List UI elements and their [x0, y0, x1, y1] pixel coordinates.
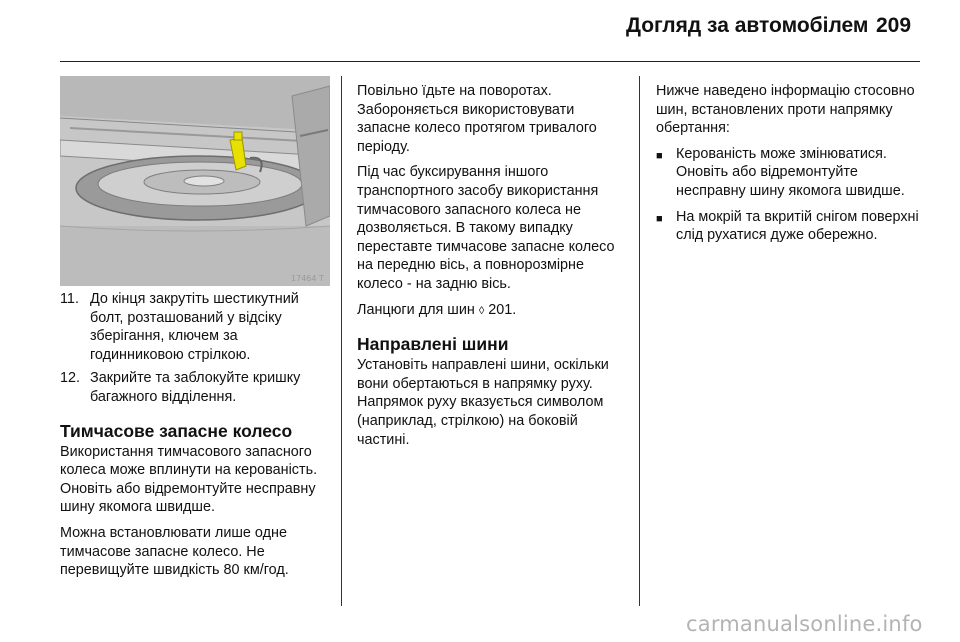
column-3: [656, 82, 922, 252]
page-number: 209: [876, 14, 912, 37]
paragraph: Нижче наведено інформацію стосовно шин, встановлених проти напрямку обертання:: [656, 83, 915, 137]
step-item: [60, 290, 330, 364]
header-divider: [60, 61, 920, 62]
figure-label: 17464 T: [291, 274, 324, 283]
column-1: [60, 290, 330, 587]
bullet-text: Керованість може змінюватися. Оновіть або відремонтуйте несправну шину якомога швидше.: [676, 145, 905, 199]
watermark: carmanualsonline.info: [686, 612, 923, 636]
section-heading-directional-tyres: Направлені шини: [357, 334, 509, 355]
reference-text: Ланцюги для шин: [357, 301, 475, 318]
paragraph: Під час буксирування іншого транспортного засобу використання тимчасового запасного колеса не дозволяється. В такому випадку переставте тимчасове запасне колесо на передню вісь, а повнорозмірне колесо - на задню вісь.: [357, 164, 615, 292]
step-item: [60, 369, 330, 406]
bullet-item: [656, 208, 922, 245]
column-2: [357, 82, 629, 456]
step-number: 11.: [60, 291, 79, 307]
spare-wheel-illustration: [60, 76, 330, 286]
paragraph: Установіть направлені шини, оскільки вони обертаються в напрямку руху. Напрямок руху вказується символом (наприклад, стрілкою) на боковій частині.: [357, 357, 609, 448]
bullet-text: На мокрій та вкритій снігом поверхні слід рухатися дуже обережно.: [676, 208, 919, 244]
column-divider-2: [639, 76, 640, 606]
reference-page: 201.: [488, 301, 517, 318]
bullet-item: [656, 145, 922, 201]
step-number: 12.: [60, 370, 81, 387]
column-divider-1: [341, 76, 342, 606]
step-text: Закрийте та заблокуйте кришку багажного відділення.: [90, 370, 301, 405]
step-text: До кінця закрутіть шестикутний болт, розташований у відсіку зберігання, ключем за годинниковою стрілкою.: [90, 291, 299, 363]
cross-reference: [357, 301, 629, 321]
reference-arrow-icon: ◊: [478, 304, 485, 317]
paragraph: Можна встановлювати лише одне тимчасове запасне колесо. Не перевищуйте швидкість 80 км/год.: [60, 524, 289, 579]
paragraph: Повільно їдьте на поворотах. Забороняється використовувати запасне колесо протягом тривалого періоду.: [357, 83, 597, 155]
section-heading-temporary-spare: Тимчасове запасне колесо: [60, 420, 293, 441]
page-title: Догляд за автомобілем: [626, 14, 869, 37]
paragraph: Використання тимчасового запасного колеса може вплинути на керованість. Оновіть або відремонтуйте несправну шину якомога швидше.: [60, 443, 318, 516]
bullet-square-icon: ■: [656, 212, 663, 225]
bullet-square-icon: ■: [656, 149, 663, 162]
